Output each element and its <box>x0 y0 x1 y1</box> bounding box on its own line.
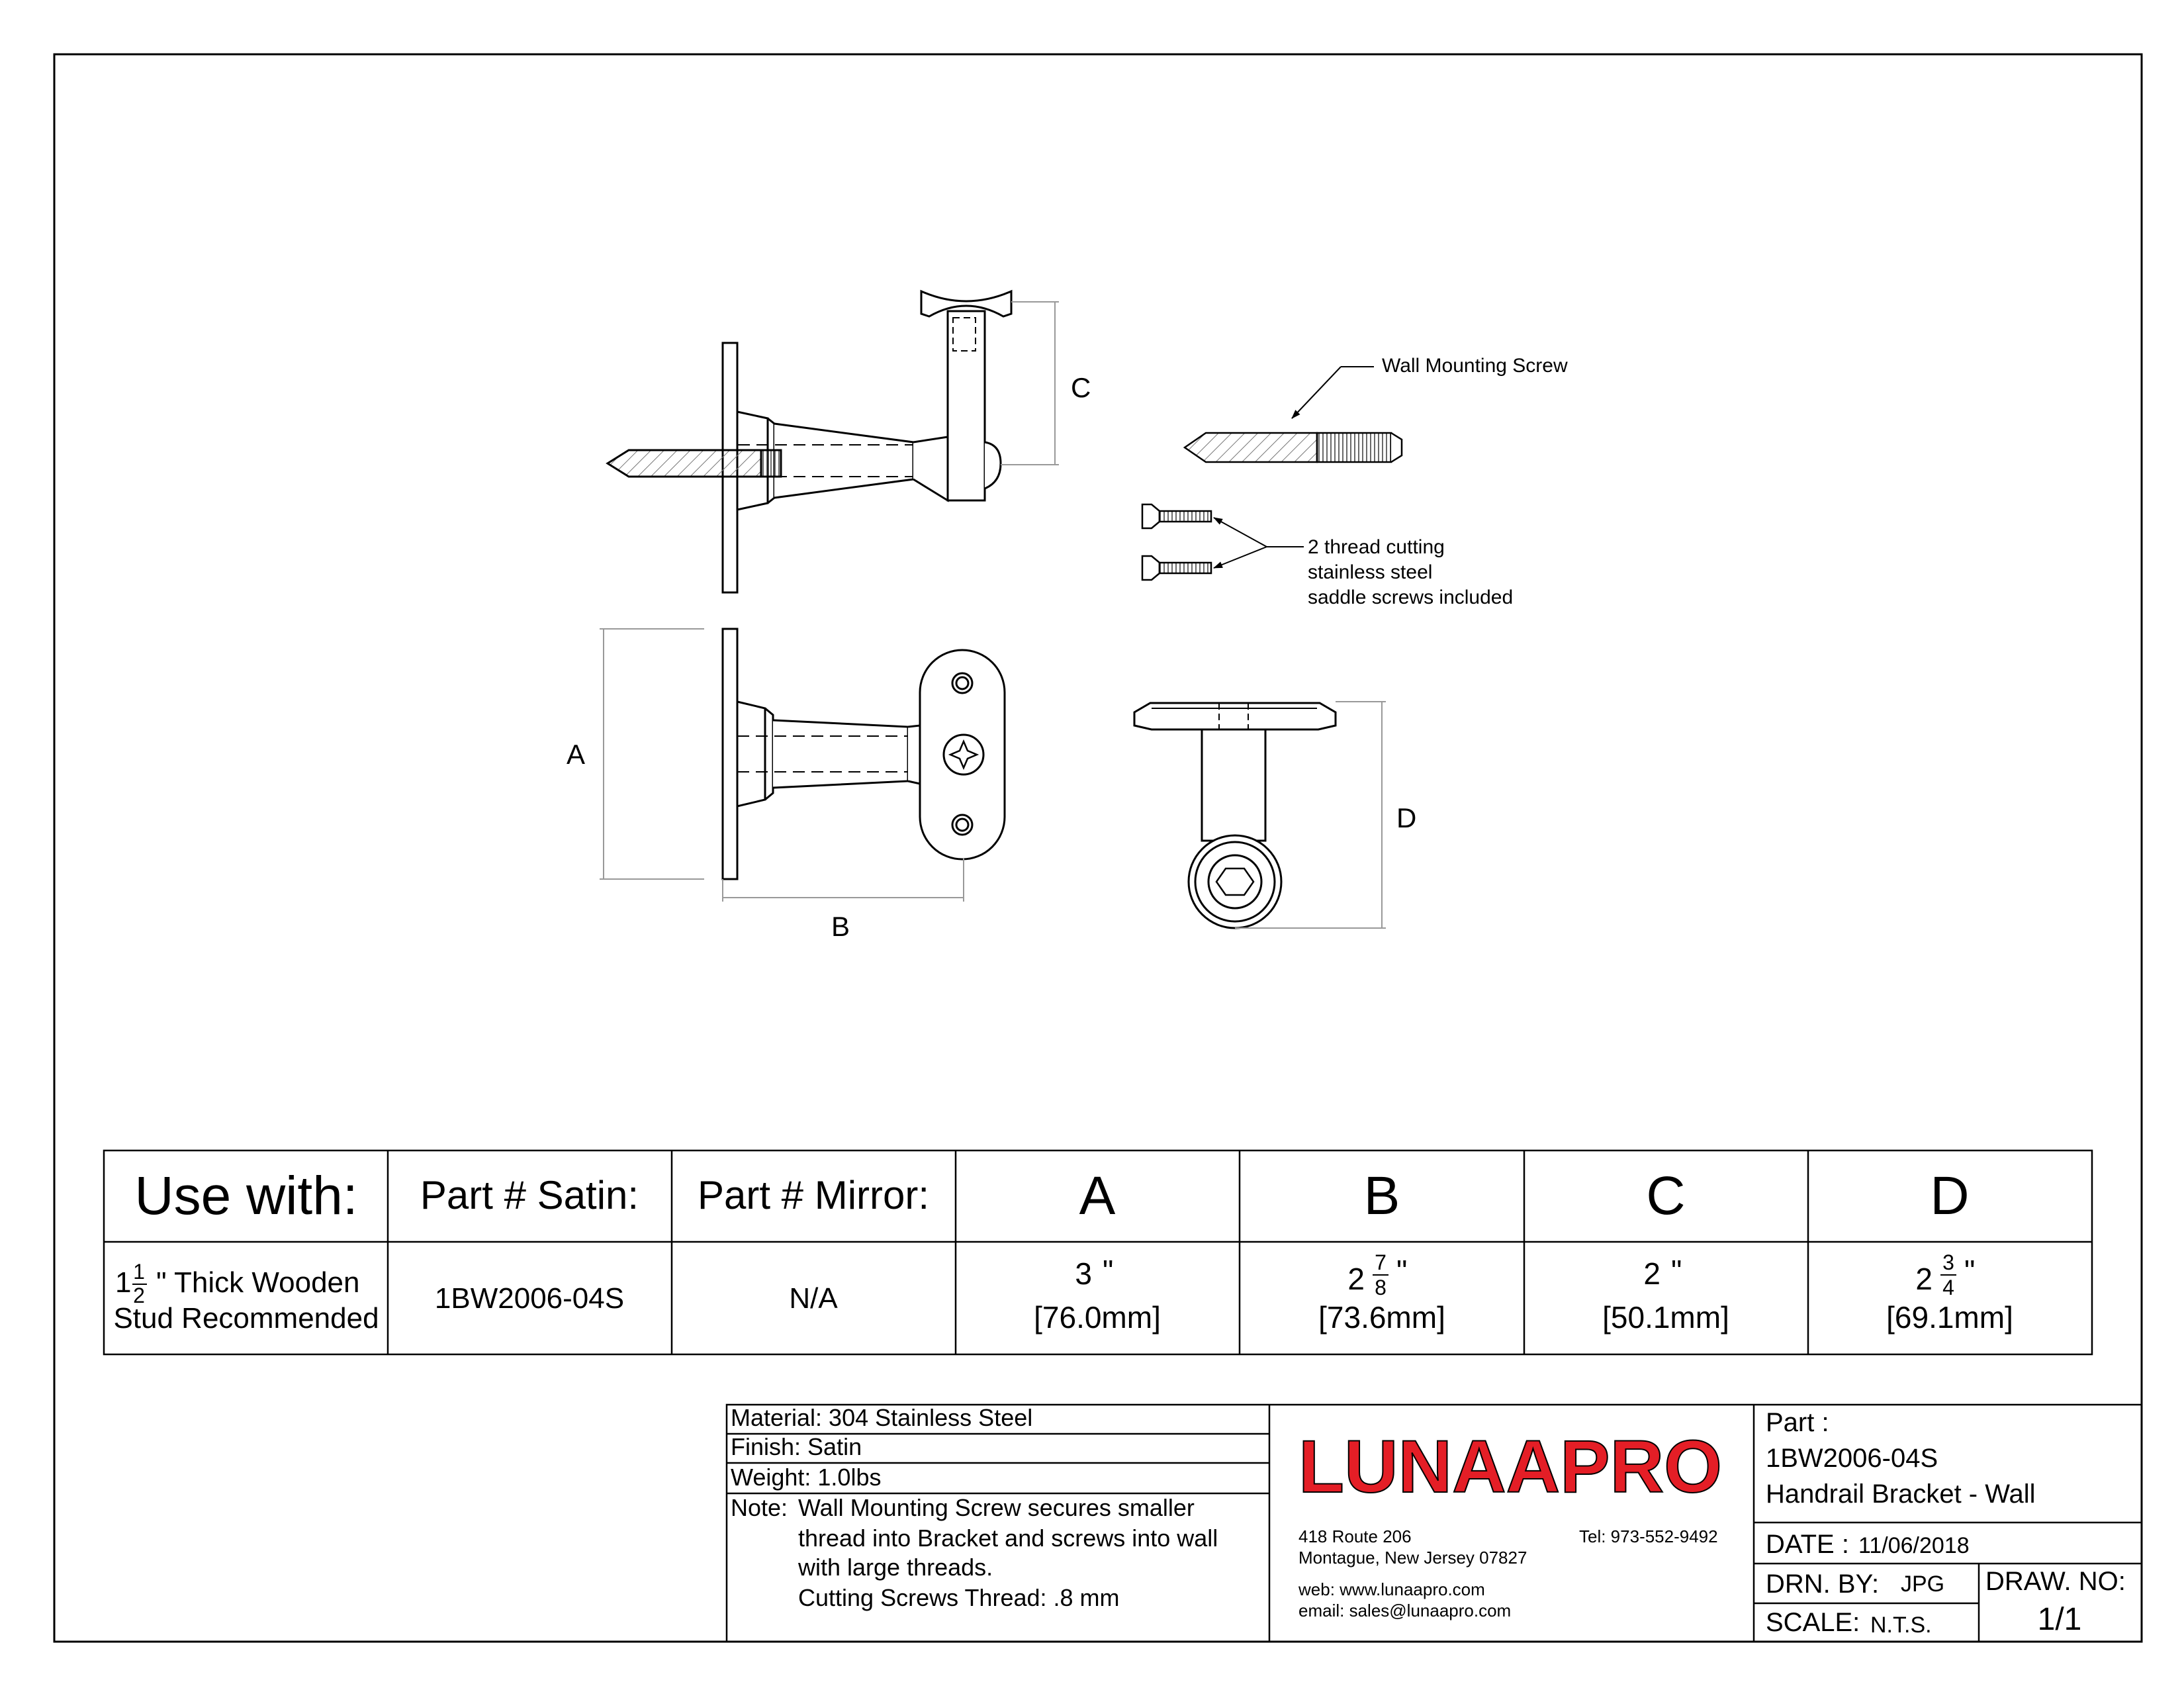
header-b: B <box>1363 1166 1400 1226</box>
cell-d <box>1886 1250 2013 1335</box>
header-part-mirror: Part # Mirror: <box>697 1173 930 1217</box>
note-label: Note: <box>731 1494 788 1521</box>
finish-text: Finish: Satin <box>731 1433 862 1460</box>
wall-mounting-screw <box>1185 433 1402 462</box>
scale-label: SCALE: <box>1766 1608 1860 1637</box>
bracket-end-view <box>1134 703 1336 928</box>
use-with-frac-den: 2 <box>133 1284 145 1307</box>
header-d: D <box>1930 1166 1970 1226</box>
a-mm: [76.0mm] <box>1034 1300 1161 1335</box>
note-line-2: thread into Bracket and screws into wall <box>798 1524 1218 1552</box>
address-line-2: Montague, New Jersey 07827 <box>1298 1548 1527 1568</box>
c-mm: [50.1mm] <box>1602 1300 1729 1335</box>
cell-use-with <box>113 1260 379 1335</box>
b-unit: " <box>1396 1254 1408 1288</box>
b-mm: [73.6mm] <box>1318 1300 1445 1335</box>
dimension-d-label: D <box>1396 802 1417 833</box>
d-mm: [69.1mm] <box>1886 1300 2013 1335</box>
saddle-screw-1 <box>1142 504 1211 528</box>
header-a: A <box>1079 1166 1116 1226</box>
saddle-screw-label-3: saddle screws included <box>1308 586 1514 608</box>
cell-c <box>1602 1254 1729 1335</box>
header-c: C <box>1646 1166 1686 1226</box>
saddle-screw-leader <box>1214 518 1304 568</box>
telephone: Tel: 973-552-9492 <box>1579 1526 1718 1546</box>
drawing-number-label: DRAW. NO: <box>1985 1567 2126 1596</box>
cell-part-mirror: N/A <box>789 1282 838 1315</box>
part-number: 1BW2006-04S <box>1766 1444 1938 1473</box>
use-with-line1: " Thick Wooden <box>156 1266 360 1299</box>
b-den: 8 <box>1375 1276 1387 1299</box>
dimension-c <box>1001 302 1059 465</box>
date-value: 11/06/2018 <box>1858 1533 1970 1558</box>
d-unit: " <box>1964 1254 1976 1288</box>
wall-screw-leader <box>1292 367 1374 418</box>
b-num: 7 <box>1375 1250 1387 1274</box>
material-text: Material: 304 Stainless Steel <box>731 1404 1033 1431</box>
b-whole: 2 <box>1347 1262 1365 1296</box>
dimension-c-label: C <box>1071 372 1091 403</box>
address-line-1: 418 Route 206 <box>1298 1526 1412 1546</box>
d-whole: 2 <box>1915 1262 1933 1296</box>
saddle-screw-2 <box>1142 556 1211 580</box>
weight-text: Weight: 1.0lbs <box>731 1464 882 1491</box>
cell-part-satin: 1BW2006-04S <box>434 1282 625 1315</box>
dimension-b-label: B <box>831 911 850 942</box>
note-line-4: Cutting Screws Thread: .8 mm <box>798 1584 1120 1611</box>
drawing-number-value: 1/1 <box>2037 1602 2082 1637</box>
header-use-with: Use with: <box>134 1166 358 1226</box>
dimension-a <box>600 629 704 879</box>
c-whole: 2 <box>1643 1256 1661 1291</box>
a-unit: " <box>1103 1254 1114 1288</box>
saddle-screw-label-1: 2 thread cutting <box>1308 536 1445 558</box>
saddle-screw-label-2: stainless steel <box>1308 561 1433 583</box>
dimension-b <box>723 858 964 902</box>
cell-b <box>1318 1250 1445 1335</box>
cell-a <box>1034 1254 1161 1335</box>
use-with-whole: 1 <box>115 1266 132 1299</box>
d-den: 4 <box>1942 1276 1954 1299</box>
c-unit: " <box>1671 1254 1682 1288</box>
wall-screw-label: Wall Mounting Screw <box>1382 355 1568 377</box>
company-logo: LUNAAPRO <box>1298 1425 1722 1508</box>
bracket-plan-view <box>723 629 1005 879</box>
drawn-by-value: JPG <box>1901 1571 1945 1597</box>
scale-value: N.T.S. <box>1870 1613 1932 1638</box>
part-name: Handrail Bracket - Wall <box>1766 1479 2036 1509</box>
d-num: 3 <box>1942 1250 1954 1274</box>
a-whole: 3 <box>1075 1256 1092 1291</box>
part-label: Part : <box>1766 1408 1829 1437</box>
note-line-1: Wall Mounting Screw secures smaller <box>798 1494 1195 1521</box>
date-label: DATE : <box>1766 1530 1849 1559</box>
bracket-side-view <box>608 291 1011 592</box>
drawn-by-label: DRN. BY: <box>1766 1570 1880 1599</box>
website: web: www.lunaapro.com <box>1298 1579 1485 1599</box>
sheet-border <box>54 54 2142 1642</box>
header-part-satin: Part # Satin: <box>420 1173 639 1217</box>
email: email: sales@lunaapro.com <box>1298 1601 1512 1620</box>
note-line-3: with large threads. <box>798 1554 993 1581</box>
dimension-a-label: A <box>567 739 586 770</box>
use-with-frac-num: 1 <box>133 1260 145 1284</box>
use-with-line2: Stud Recommended <box>113 1302 379 1335</box>
